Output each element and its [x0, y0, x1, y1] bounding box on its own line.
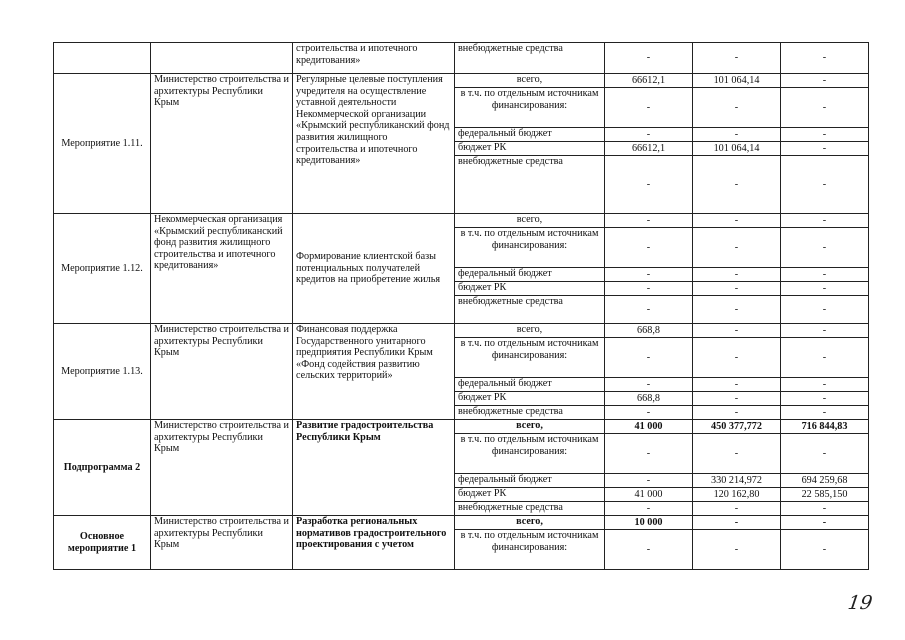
value-cell: 66612,1 — [605, 74, 693, 88]
value-cell: - — [605, 282, 693, 296]
value-cell: 330 214,972 — [693, 474, 781, 488]
value-cell: 668,8 — [605, 392, 693, 406]
event-cell — [54, 43, 151, 74]
value-cell: - — [605, 378, 693, 392]
value-cell: - — [781, 502, 869, 516]
value-cell: 10 000 — [605, 516, 693, 530]
value-cell: - — [781, 88, 869, 128]
value-cell: - — [781, 43, 869, 74]
executor-cell: Министерство строительства и архитектуры Республики Крым — [151, 420, 293, 516]
value-cell: - — [605, 474, 693, 488]
value-cell: - — [693, 406, 781, 420]
value-cell: - — [605, 296, 693, 324]
value-cell: - — [781, 214, 869, 228]
value-cell: - — [693, 434, 781, 474]
source-cell: в т.ч. по отдельным источникам финансирования: — [455, 228, 605, 268]
value-cell: - — [781, 156, 869, 214]
source-cell: внебюджетные средства — [455, 502, 605, 516]
value-cell: 41 000 — [605, 488, 693, 502]
value-cell: - — [693, 324, 781, 338]
event-cell: Мероприятие 1.11. — [54, 74, 151, 214]
event-cell: Основное мероприятие 1 — [54, 516, 151, 570]
value-cell: - — [605, 88, 693, 128]
source-cell: внебюджетные средства — [455, 296, 605, 324]
page-number: 19 — [846, 592, 874, 614]
value-cell: - — [781, 296, 869, 324]
value-cell: - — [693, 43, 781, 74]
task-cell: Формирование клиентской базы потенциальных получателей кредитов на приобретение жилья — [293, 214, 455, 324]
source-cell: бюджет РК — [455, 392, 605, 406]
value-cell: 668,8 — [605, 324, 693, 338]
value-cell: - — [781, 530, 869, 570]
value-cell: 694 259,68 — [781, 474, 869, 488]
value-cell: - — [605, 128, 693, 142]
value-cell: - — [605, 43, 693, 74]
value-cell: - — [781, 338, 869, 378]
value-cell: 120 162,80 — [693, 488, 781, 502]
source-cell: в т.ч. по отдельным источникам финансирования: — [455, 434, 605, 474]
value-cell: - — [693, 282, 781, 296]
value-cell: - — [605, 228, 693, 268]
source-cell: федеральный бюджет — [455, 474, 605, 488]
source-cell: бюджет РК — [455, 142, 605, 156]
value-cell: - — [693, 502, 781, 516]
source-cell: федеральный бюджет — [455, 128, 605, 142]
value-cell: - — [693, 296, 781, 324]
executor-cell: Министерство строительства и архитектуры Республики Крым — [151, 516, 293, 570]
value-cell: 101 064,14 — [693, 74, 781, 88]
table-row — [54, 43, 869, 74]
executor-cell: Министерство строительства и архитектуры Республики Крым — [151, 324, 293, 420]
source-cell: федеральный бюджет — [455, 268, 605, 282]
value-cell: - — [693, 392, 781, 406]
value-cell: - — [693, 228, 781, 268]
value-cell: - — [781, 74, 869, 88]
source-cell: внебюджетные средства — [455, 43, 605, 74]
task-cell: Финансовая поддержка Государственного унитарного предприятия Республики Крым «Фонд содействия развитию сельских территорий» — [293, 324, 455, 420]
value-cell: - — [605, 434, 693, 474]
value-cell: - — [781, 324, 869, 338]
value-cell: - — [693, 268, 781, 282]
source-cell: всего, — [455, 324, 605, 338]
value-cell: - — [693, 338, 781, 378]
value-cell: - — [781, 282, 869, 296]
value-cell: 22 585,150 — [781, 488, 869, 502]
table-row — [54, 324, 869, 338]
budget-table — [53, 42, 869, 570]
value-cell: - — [605, 338, 693, 378]
value-cell: 101 064,14 — [693, 142, 781, 156]
source-cell: внебюджетные средства — [455, 156, 605, 214]
event-cell: Подпрограмма 2 — [54, 420, 151, 516]
source-cell: всего, — [455, 516, 605, 530]
value-cell: - — [781, 434, 869, 474]
value-cell: - — [781, 516, 869, 530]
executor-cell: Министерство строительства и архитектуры Республики Крым — [151, 74, 293, 214]
task-cell: Развитие градостроительства Республики Крым — [293, 420, 455, 516]
source-cell: в т.ч. по отдельным источникам финансирования: — [455, 338, 605, 378]
value-cell: - — [605, 268, 693, 282]
value-cell: - — [781, 128, 869, 142]
value-cell: - — [693, 530, 781, 570]
source-cell: в т.ч. по отдельным источникам финансирования: — [455, 88, 605, 128]
source-cell: внебюджетные средства — [455, 406, 605, 420]
value-cell: - — [605, 406, 693, 420]
executor-cell: Некоммерческая организация «Крымский республиканский фонд развития жилищного строительства и ипотечного кредитования» — [151, 214, 293, 324]
event-cell: Мероприятие 1.13. — [54, 324, 151, 420]
value-cell: - — [781, 392, 869, 406]
task-cell: Разработка региональных нормативов градостроительного проектирования с учетом — [293, 516, 455, 570]
table-row — [54, 74, 869, 88]
source-cell: всего, — [455, 420, 605, 434]
value-cell: - — [781, 142, 869, 156]
table-row — [54, 214, 869, 228]
source-cell: бюджет РК — [455, 488, 605, 502]
task-cell: строительства и ипотечного кредитования» — [293, 43, 455, 74]
value-cell: 450 377,772 — [693, 420, 781, 434]
value-cell: - — [781, 406, 869, 420]
value-cell: - — [693, 516, 781, 530]
value-cell: 66612,1 — [605, 142, 693, 156]
source-cell: в т.ч. по отдельным источникам финансирования: — [455, 530, 605, 570]
value-cell: - — [605, 530, 693, 570]
value-cell: - — [693, 214, 781, 228]
table-row — [54, 420, 869, 434]
table-row — [54, 516, 869, 530]
value-cell: - — [693, 128, 781, 142]
value-cell: - — [693, 88, 781, 128]
value-cell: - — [781, 378, 869, 392]
source-cell: всего, — [455, 74, 605, 88]
source-cell: всего, — [455, 214, 605, 228]
executor-cell — [151, 43, 293, 74]
value-cell: - — [605, 214, 693, 228]
value-cell: - — [605, 502, 693, 516]
source-cell: федеральный бюджет — [455, 378, 605, 392]
source-cell: бюджет РК — [455, 282, 605, 296]
value-cell: 716 844,83 — [781, 420, 869, 434]
task-cell: Регулярные целевые поступления учредителя на осуществление уставной деятельности Некоммерческой организации «Крымский республиканский фонд развития жилищного строительства и ипотечного кредитования» — [293, 74, 455, 214]
value-cell: - — [605, 156, 693, 214]
value-cell: - — [693, 156, 781, 214]
value-cell: 41 000 — [605, 420, 693, 434]
event-cell: Мероприятие 1.12. — [54, 214, 151, 324]
value-cell: - — [693, 378, 781, 392]
value-cell: - — [781, 228, 869, 268]
value-cell: - — [781, 268, 869, 282]
